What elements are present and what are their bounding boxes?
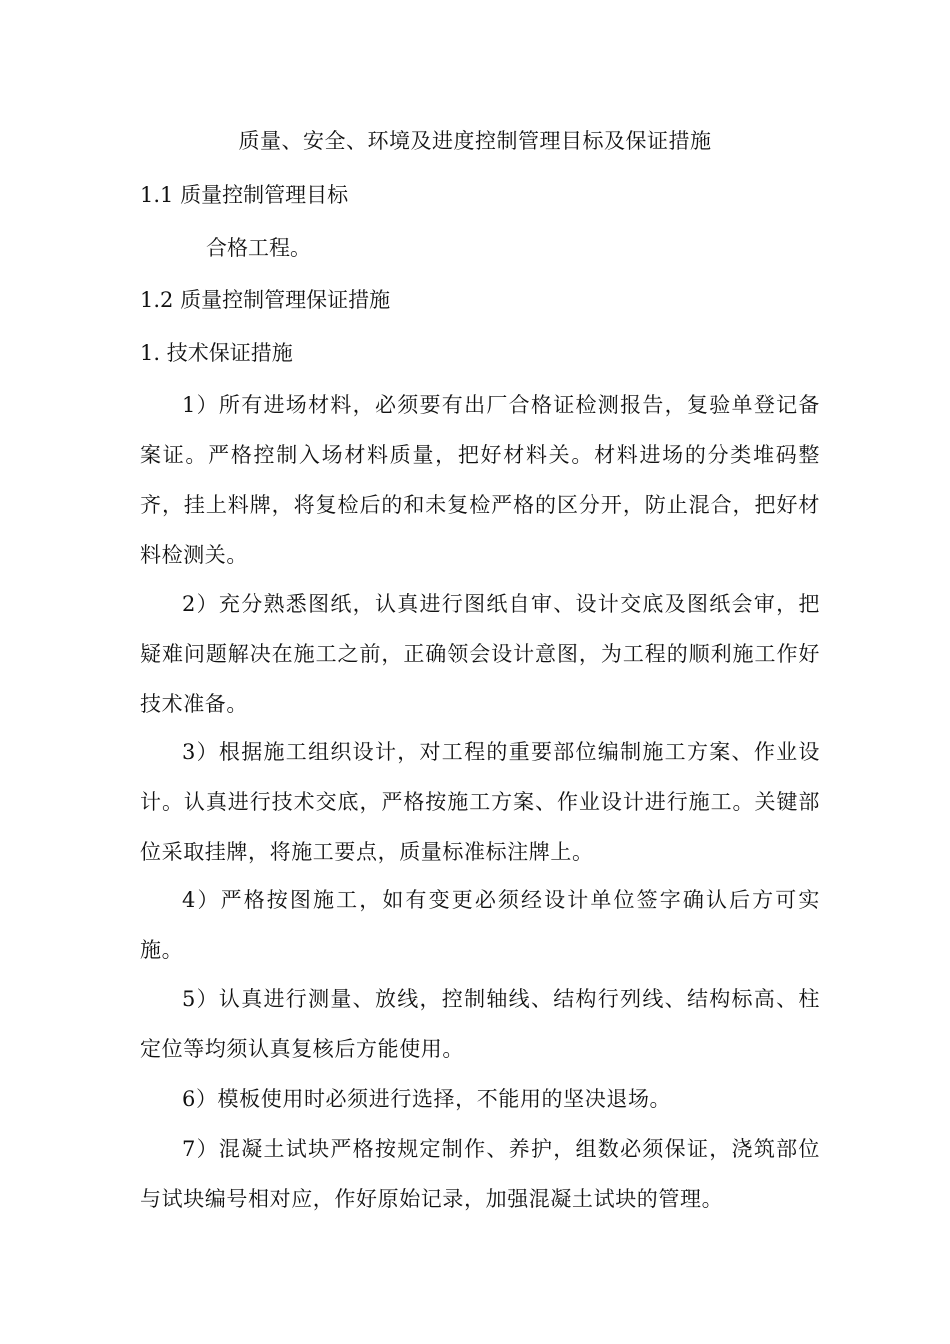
paragraph-item-3: 3）根据施工组织设计，对工程的重要部位编制施工方案、作业设计。认真进行技术交底，严格按施工方案、作业设计进行施工。关键部位采取挂牌，将施工要点，质量标准标注牌上。: [140, 740, 820, 864]
paragraph-item-1: 1）所有进场材料，必须要有出厂合格证检测报告，复验单登记备案证。严格控制入场材料质量，把好材料关。材料进场的分类堆码整齐，挂上料牌，将复检后的和未复检严格的区分开，防止混合，把好材料检测关。: [140, 393, 820, 567]
paragraph-item-4: 4）严格按图施工，如有变更必须经设计单位签字确认后方可实施。: [140, 888, 820, 962]
paragraph-item-7: 7）混凝土试块严格按规定制作、养护，组数必须保证，浇筑部位与试块编号相对应，作好原始记录，加强混凝土试块的管理。: [140, 1137, 820, 1211]
section-heading-1-1: 1.1 质量控制管理目标: [140, 183, 349, 207]
section-heading-1-2: 1.2 质量控制管理保证措施: [140, 288, 391, 312]
quality-goal-text: 合格工程。: [206, 236, 311, 260]
paragraph-item-5: 5）认真进行测量、放线，控制轴线、结构行列线、结构标高、柱定位等均须认真复核后方能使用。: [140, 987, 820, 1061]
paragraph-item-2: 2）充分熟悉图纸，认真进行图纸自审、设计交底及图纸会审，把疑难问题解决在施工之前，正确领会设计意图，为工程的顺利施工作好技术准备。: [140, 592, 820, 716]
document-title: 质量、安全、环境及进度控制管理目标及保证措施: [238, 129, 712, 153]
subsection-heading-technical: 1. 技术保证措施: [140, 341, 293, 365]
paragraph-item-6: 6）模板使用时必须进行选择，不能用的坚决退场。: [182, 1087, 672, 1111]
